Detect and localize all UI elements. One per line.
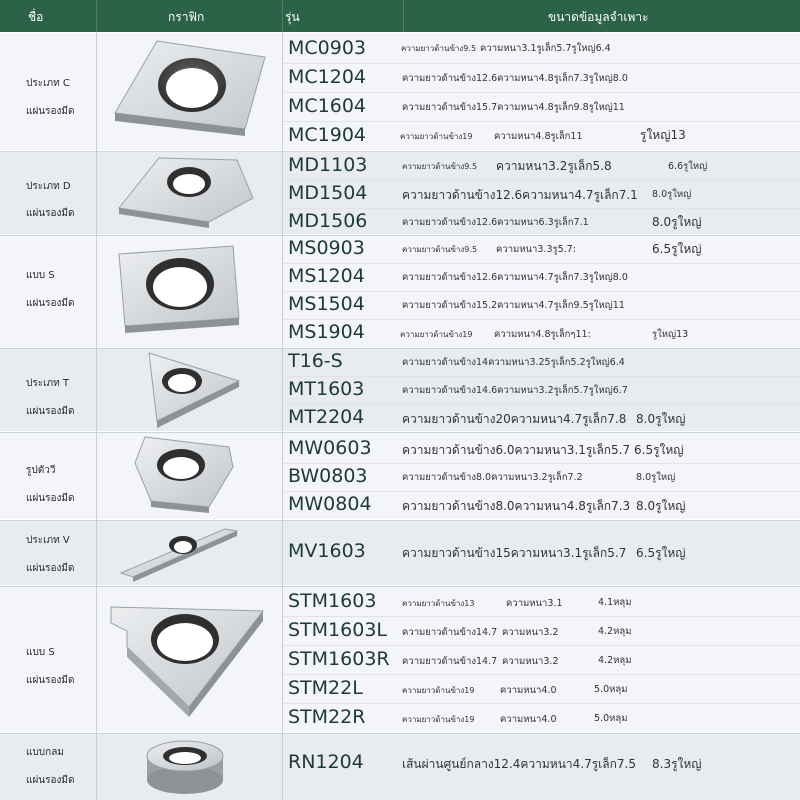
group-type-t — [0, 349, 800, 431]
table-row — [282, 492, 800, 519]
group-label-type: แบบกลม — [26, 747, 64, 758]
model-number: MT1603 — [288, 378, 365, 400]
model-number: MC0903 — [288, 37, 367, 59]
spec-side-length: ความยาวด้านข้าง9.5 — [402, 162, 478, 171]
model-number: STM1603R — [288, 648, 390, 670]
group-label-type: ประเภท D — [26, 181, 71, 192]
group-label — [0, 734, 96, 800]
spec-large-hole: รูใหญ่13 — [652, 329, 689, 340]
group-label-kind: แผ่นรองมีด — [26, 775, 75, 786]
model-number: MT2204 — [288, 406, 365, 428]
table-row — [282, 153, 800, 179]
group-label-kind: แผ่นรองมีด — [26, 106, 75, 117]
group-label-type: รูปตัววี — [26, 465, 56, 476]
model-number: STM22R — [288, 706, 366, 728]
spec-text: ความยาวด้านข้าง6.0ความหนา3.1รูเล็ก5.7 — [402, 443, 631, 457]
insert-shim-t-image — [97, 349, 282, 431]
spec-text: ความยาวด้านข้าง12.6ความหนา4.7รูเล็ก7.3รูใหญ่8.0 — [402, 272, 628, 283]
spec-large-hole: 6.5รูใหญ่ — [652, 242, 702, 256]
group-label — [0, 349, 96, 431]
header-divider — [282, 0, 283, 32]
group-label — [0, 236, 96, 347]
spec-thickness: ความหนา4.0 — [500, 714, 557, 725]
spec-large-hole: 8.0รูใหญ่ — [652, 215, 702, 229]
group-label-kind: แผ่นรองมีด — [26, 675, 75, 686]
header-image: กราฟิก — [168, 10, 205, 24]
model-number: MD1504 — [288, 182, 368, 204]
spec-text: ความยาวด้านข้าง20ความหนา4.7รูเล็ก7.8 — [402, 412, 627, 426]
header-spec: ขนาดข้อมูลจำเพาะ — [548, 10, 649, 24]
header-divider — [96, 0, 97, 32]
table-row — [282, 122, 800, 149]
spec-text: ความยาวด้านข้าง12.6ความหนา4.7รูเล็ก7.1 — [402, 188, 638, 202]
group-label-type: แบบ S — [26, 647, 55, 658]
spec-large-hole: 8.0รูใหญ่ — [636, 499, 686, 513]
model-number: MC1204 — [288, 66, 367, 88]
model-number: MS0903 — [288, 237, 365, 259]
table-row — [282, 181, 800, 207]
table-row — [282, 464, 800, 491]
spec-thickness-holes: ความหนา3.3รู5.7: — [496, 244, 576, 255]
spec-hole: 5.0หลุม — [594, 713, 628, 724]
spec-side-length: ความยาวด้านข้าง14.7 — [402, 627, 498, 638]
table-row — [282, 377, 800, 404]
insert-shim-c-image — [97, 33, 282, 150]
spec-hole: 4.2หลุม — [598, 655, 632, 666]
group-label-type: ประเภท C — [26, 78, 70, 89]
model-number: MD1103 — [288, 154, 368, 176]
table-row — [282, 264, 800, 291]
spec-side-length: ความยาวด้านข้าง9.5 — [402, 245, 478, 254]
table-row — [282, 64, 800, 91]
table-row — [282, 292, 800, 319]
model-number: MS1504 — [288, 293, 365, 315]
column-divider — [96, 32, 97, 800]
spec-thickness: ความหนา3.1 — [506, 598, 563, 609]
spec-text: ความยาวด้านข้าง12.6ความหนา6.3รูเล็ก7.1 — [402, 217, 589, 228]
spec-large-hole: 8.0รูใหญ่ — [636, 412, 686, 426]
insert-shim-w-image — [97, 433, 282, 519]
spec-thickness-holes: ความหนา4.8รูเล็กๆ11: — [494, 329, 591, 340]
group-label — [0, 33, 96, 150]
group-label-kind: แผ่นรองมีด — [26, 208, 75, 219]
model-number: MC1604 — [288, 95, 367, 117]
insert-shim-stm-image — [97, 587, 282, 732]
group-label-kind: แผ่นรองมีด — [26, 493, 75, 504]
group-type-s — [0, 236, 800, 347]
table-row — [282, 646, 800, 674]
spec-large-hole: 8.3รูใหญ่ — [652, 757, 702, 771]
model-number: RN1204 — [288, 751, 364, 773]
spec-side-length: ความยาวด้านข้าง9.5 — [401, 44, 477, 53]
spec-text: ความยาวด้านข้าง15.7ความหนา4.8รูเล็ก9.8รูใหญ่11 — [402, 102, 625, 113]
header-divider — [403, 0, 404, 32]
table-row — [282, 349, 800, 376]
spec-thickness-holes: ความหนา4.8รูเล็ก11 — [494, 131, 583, 142]
insert-shim-v-image — [97, 521, 282, 585]
spec-text: ความยาวด้านข้าง15ความหนา3.1รูเล็ก5.7 — [402, 546, 627, 560]
spec-text: ความยาวด้านข้าง15.2ความหนา4.7รูเล็ก9.5รูใหญ่11 — [402, 300, 625, 311]
group-type-w — [0, 433, 800, 519]
model-number: STM1603L — [288, 619, 387, 641]
insert-shim-d-image — [97, 152, 282, 234]
group-label — [0, 587, 96, 732]
spec-side-length: ความยาวด้านข้าง19 — [402, 686, 475, 695]
spec-thickness: ความหนา4.0 — [500, 685, 557, 696]
group-label-type: แบบ S — [26, 270, 55, 281]
spec-hole: 4.2หลุม — [598, 626, 632, 637]
model-number: MS1904 — [288, 321, 365, 343]
spec-thickness: ความหนา3.2 — [502, 627, 559, 638]
spec-large-hole: 6.5รูใหญ่ — [634, 443, 684, 457]
spec-side-length: ความยาวด้านข้าง14.7 — [402, 656, 498, 667]
spec-side-length: ความยาวด้านข้าง19 — [402, 715, 475, 724]
table-row — [282, 236, 800, 263]
table-row — [282, 588, 800, 616]
model-number: MC1904 — [288, 124, 367, 146]
group-label — [0, 521, 96, 585]
model-number: T16-S — [288, 350, 343, 372]
spec-side-length: ความยาวด้านข้าง19 — [400, 330, 473, 339]
table-row — [282, 704, 800, 732]
model-number: MD1506 — [288, 210, 368, 232]
group-type-d — [0, 152, 800, 234]
model-number: MW0804 — [288, 493, 372, 515]
group-label-kind: แผ่นรองมีด — [26, 563, 75, 574]
group-label-kind: แผ่นรองมีด — [26, 298, 75, 309]
spec-text: ความยาวด้านข้าง12.6ความหนา4.8รูเล็ก7.3รูใหญ่8.0 — [402, 73, 628, 84]
group-type-stm — [0, 587, 800, 732]
group-label — [0, 433, 96, 519]
group-type-c — [0, 33, 800, 150]
spec-thickness-holes: ความหนา3.1รูเล็ก5.7รูใหญ่6.4 — [480, 43, 611, 54]
group-label — [0, 152, 96, 234]
spec-large-hole: 8.0รูใหญ่ — [652, 189, 692, 200]
model-number: MV1603 — [288, 540, 366, 562]
table-row — [282, 435, 800, 463]
spec-thickness-holes: ความหนา3.2รูเล็ก5.8 — [496, 159, 612, 173]
table-row — [282, 320, 800, 347]
table-row — [282, 539, 800, 567]
group-type-round — [0, 734, 800, 800]
spec-side-length: ความยาวด้านข้าง13 — [402, 599, 475, 608]
spec-text: ความยาวด้านข้าง8.0ความหนา4.8รูเล็ก7.3 — [402, 499, 631, 513]
model-number: STM1603 — [288, 590, 377, 612]
spec-large-hole: 8.0รูใหญ่ — [636, 472, 676, 483]
spec-large-hole: รูใหญ่13 — [640, 128, 686, 142]
spec-text: ความยาวด้านข้าง14.6ความหนา3.2รูเล็ก5.7รูใหญ่6.7 — [402, 385, 628, 396]
group-type-v — [0, 521, 800, 585]
table-row — [282, 617, 800, 645]
group-label-kind: แผ่นรองมีด — [26, 406, 75, 417]
model-number: BW0803 — [288, 465, 368, 487]
header-model: รุ่น — [285, 10, 300, 24]
group-label-type: ประเภท T — [26, 378, 69, 389]
header-name: ชื่อ — [28, 10, 44, 24]
spec-hole: 5.0หลุม — [594, 684, 628, 695]
insert-shim-round-image — [97, 734, 282, 800]
spec-large-hole: 6.5รูใหญ่ — [636, 546, 686, 560]
table-row — [282, 209, 800, 234]
model-number: MW0603 — [288, 437, 372, 459]
insert-shim-s-image — [97, 236, 282, 347]
table-header — [0, 0, 800, 32]
spec-text: เส้นผ่านศูนย์กลาง12.4ความหนา4.7รูเล็ก7.5 — [402, 757, 636, 771]
table-row — [282, 405, 800, 431]
table-row — [282, 749, 800, 779]
table-row — [282, 35, 800, 62]
spec-side-length: ความยาวด้านข้าง19 — [400, 132, 473, 141]
spec-text: ความยาวด้านข้าง14ความหนา3.25รูเล็ก5.2รูใหญ่6.4 — [402, 357, 625, 368]
spec-thickness: ความหนา3.2 — [502, 656, 559, 667]
table-row — [282, 93, 800, 120]
table-row — [282, 675, 800, 703]
spec-hole: 4.1หลุม — [598, 597, 632, 608]
model-number: MS1204 — [288, 265, 365, 287]
model-number: STM22L — [288, 677, 363, 699]
group-label-type: ประเภท V — [26, 535, 70, 546]
spec-text: ความยาวด้านข้าง8.0ความหนา3.2รูเล็ก7.2 — [402, 472, 583, 483]
column-divider — [282, 32, 283, 800]
spec-large-hole: 6.6รูใหญ่ — [668, 161, 708, 172]
